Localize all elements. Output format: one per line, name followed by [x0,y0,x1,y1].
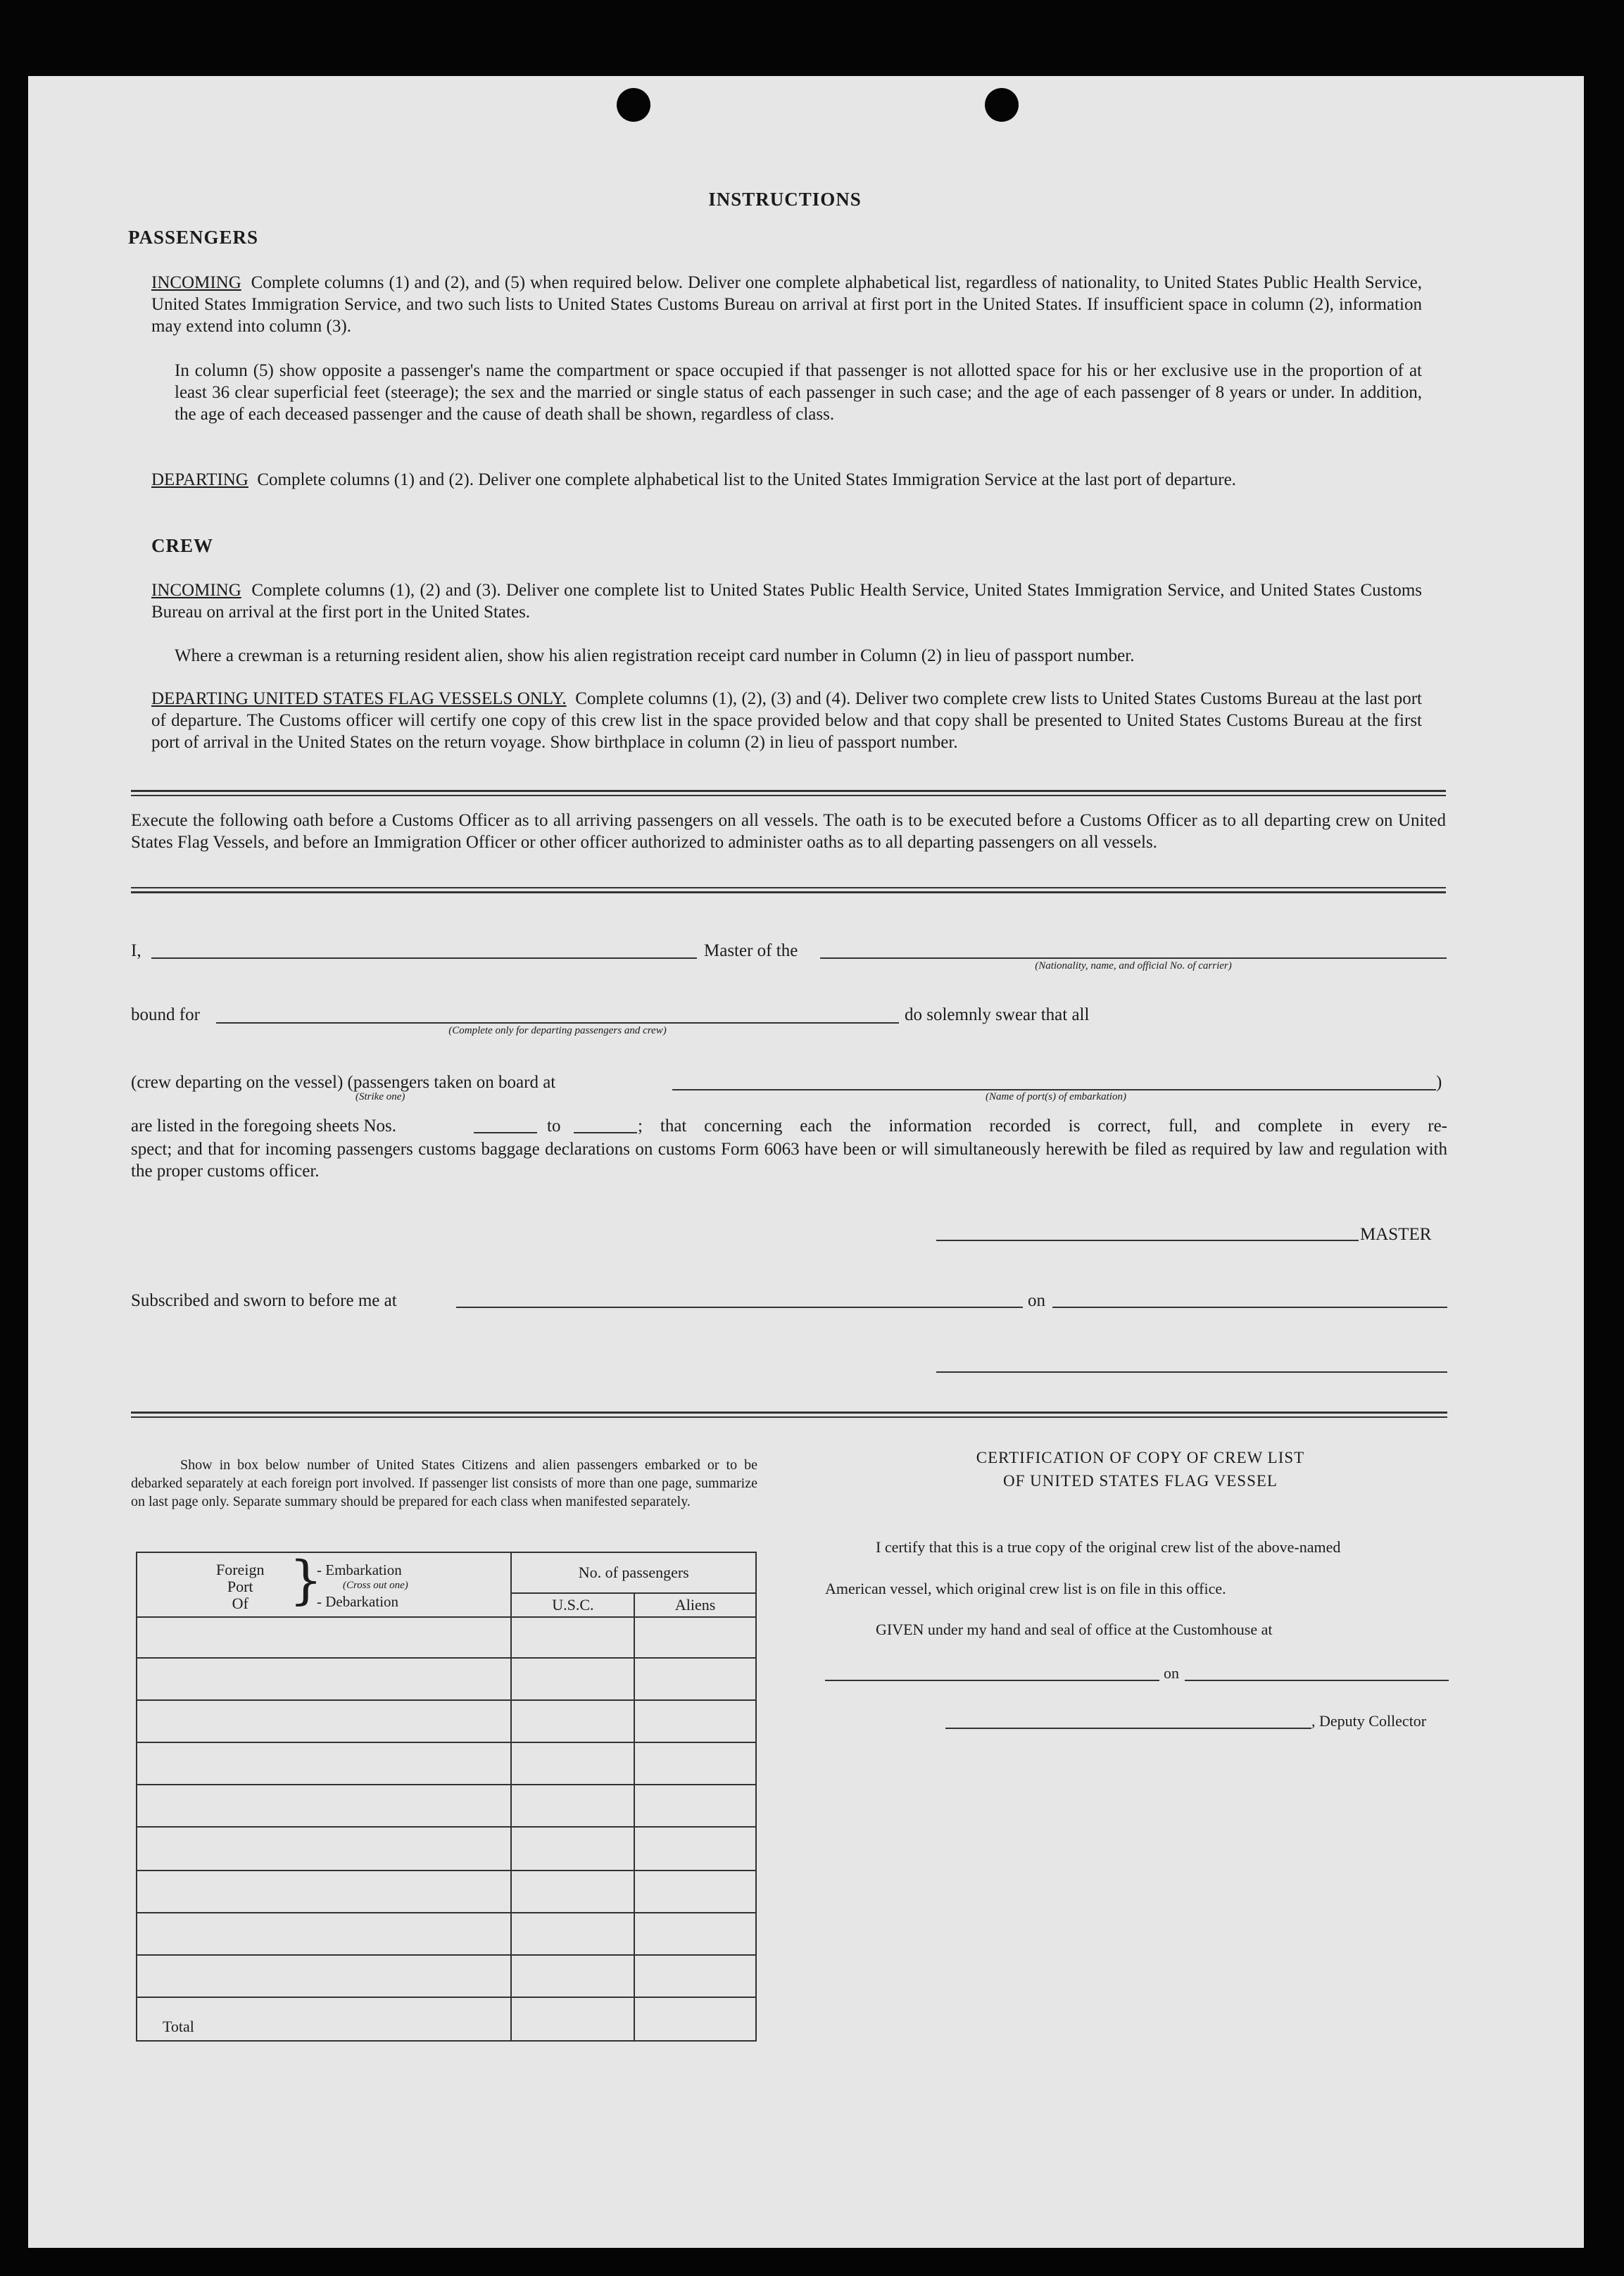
oath-i-label: I, [131,941,141,960]
aliens-cell[interactable] [634,1785,756,1827]
port-cell[interactable] [137,1913,511,1955]
carrier-field[interactable] [820,957,1447,959]
brace-glyph: } [289,1550,323,1611]
port-cell[interactable] [137,1785,511,1827]
sheet-to-field[interactable] [574,1132,637,1133]
crew-departing-paragraph [151,688,1422,753]
certify-line1: I certify that this is a true copy of the original crew list of the above-named [876,1538,1341,1556]
usc-cell[interactable] [511,1871,634,1913]
master-signature-field[interactable] [936,1240,1359,1241]
passengers-heading: PASSENGERS [128,227,259,248]
cert-date-field[interactable] [1185,1680,1449,1681]
aliens-cell[interactable] [634,1871,756,1913]
passengers-departing-paragraph [151,469,1422,491]
cert-on-label: on [1164,1664,1179,1682]
sworn-date-field[interactable] [1052,1307,1447,1308]
aliens-total-cell[interactable] [634,1997,756,2041]
aliens-cell[interactable] [634,1700,756,1742]
embarkation-field[interactable] [672,1089,1436,1090]
summary-note: Show in box below number of United States Citizens and alien passengers embarked or to be debarked separately at each foreign port involved. If passenger list consists of more than one page, summarize on last page only. Separate summary should be prepared for each class when manifested separately. [131,1457,757,1509]
usc-cell[interactable] [511,1658,634,1700]
oath-bound-for: bound for [131,1005,200,1024]
embarkation-label: - Embarkation [317,1561,402,1578]
oath-listed-a: are listed in the foregoing sheets Nos. [131,1117,396,1136]
passengers-incoming-paragraph [151,272,1422,337]
usc-total-cell[interactable] [511,1997,634,2041]
port-cell[interactable] [137,1742,511,1785]
separator-rule [131,887,1446,888]
usc-cell[interactable] [511,1785,634,1827]
aliens-cell[interactable] [634,1658,756,1700]
total-label-cell [137,1997,511,2041]
port-cell[interactable] [137,1700,511,1742]
crew-departing-text: Complete columns (1), (2), (3) and (4). Deliver two complete crew lists to United States Customs Bureau at the last port of departure. The Customs officer will certify one copy of this crew list in the space provided below and that copy shall be presented to United States Customs Bureau at the first port of arrival in the United States on the return voyage. Show birthplace in column (2) in lieu of passport number. [151,689,1422,752]
usc-cell[interactable] [511,1742,634,1785]
customhouse-field[interactable] [825,1680,1159,1681]
aliens-cell[interactable] [634,1617,756,1658]
aliens-cell[interactable] [634,1827,756,1871]
passengers-departing-label: DEPARTING [151,470,248,489]
passengers-column5-text: In column (5) show opposite a passenger's name the compartment or space occupied if that passenger is not allotted space for his or her exclusive use in the proportion of at least 36 clear superficial feet (steerage); the sex and the married or single status of each passenger in such case; and the age of each passenger of 8 years or under. In addition, the age of each deceased passenger and the cause of death shall be shown, regardless of class. [175,361,1422,424]
passengers-incoming-text: Complete columns (1) and (2), and (5) when required below. Deliver one complete alphabetical list, regardless of nationality, to United States Public Health Service, United States Immigration Service, and two such lists to United States Customs Bureau on arrival at first port in the United States. If insufficient space in column (2), information may extend into column (3). [151,273,1423,336]
oath-intro: Execute the following oath before a Customs Officer as to all arriving passengers on all vessels. The oath is to be executed before a Customs Officer as to all departing crew on United States Flag Vessels, and before an Immigration Officer or other officer authorized to administer oaths as to all departing passengers on all vessels. [131,811,1446,852]
punch-hole-right [985,88,1019,122]
aliens-cell[interactable] [634,1913,756,1955]
oath-listed-b: ; that concerning each the information recorded is correct, full, and complete in every re- [638,1117,1447,1136]
cross-out-label: (Cross out one) [343,1580,408,1591]
port-cell[interactable] [137,1658,511,1700]
crew-departing-label: DEPARTING UNITED STATES FLAG VESSELS ONLY. [151,689,567,708]
debarkation-label: - Debarkation [317,1593,399,1610]
usc-cell[interactable] [511,1617,634,1658]
bound-for-field[interactable] [216,1022,899,1024]
punch-hole-left [617,88,650,122]
master-label: MASTER [1360,1225,1432,1244]
usc-cell[interactable] [511,1827,634,1871]
aliens-header: Aliens [634,1593,756,1617]
total-label: Total [163,2018,194,2035]
sworn-place-field[interactable] [456,1307,1023,1308]
oath-subscribed: Subscribed and sworn to before me at [131,1291,397,1310]
master-name-field[interactable] [151,957,697,959]
bound-for-caption: (Complete only for departing passengers and crew) [448,1025,667,1036]
certification-title-line: OF UNITED STATES FLAG VESSEL [1003,1472,1278,1490]
embarkation-caption: (Name of port(s) of embarkation) [986,1091,1126,1102]
oath-listed-c: spect; and that for incoming passengers customs baggage declarations on customs Form 6063 have been or will simultaneously herewith be filed as required by law and regulation with the proper customs officer. [131,1140,1447,1181]
port-cell[interactable] [137,1617,511,1658]
no-passengers-header: No. of passengers [511,1552,756,1593]
foreign-port-word: Port [227,1578,253,1595]
carrier-caption: (Nationality, name, and official No. of carrier) [1035,960,1232,972]
certification-title [824,1446,1457,1492]
strike-one-caption: (Strike one) [355,1091,405,1102]
port-cell[interactable] [137,1871,511,1913]
certify-line2: American vessel, which original crew list is on file in this office. [825,1580,1226,1597]
aliens-cell[interactable] [634,1955,756,1997]
instructions-title: INSTRUCTIONS [708,189,862,210]
given-text: GIVEN under my hand and seal of office at the Customhouse at [876,1621,1273,1638]
passengers-departing-text: Complete columns (1) and (2). Deliver one complete alphabetical list to the United States Immigration Service at the last port of departure. [257,470,1236,489]
oath-listed-to: to [547,1117,561,1136]
deputy-signature-field[interactable] [945,1728,1311,1729]
foreign-port-header [137,1552,511,1617]
separator-rule [131,891,1446,893]
foreign-port-word: Foreign [216,1561,265,1578]
oath-swear: do solemnly swear that all [905,1005,1090,1024]
usc-cell[interactable] [511,1700,634,1742]
separator-rule [131,795,1446,796]
separator-rule [131,1412,1447,1414]
passenger-summary-table [136,1552,757,2042]
usc-header: U.S.C. [511,1593,634,1617]
separator-rule [131,790,1446,792]
officer-signature-field[interactable] [936,1371,1447,1373]
oath-on-label: on [1028,1291,1045,1310]
separator-rule [131,1416,1447,1418]
usc-cell[interactable] [511,1955,634,1997]
port-cell[interactable] [137,1955,511,1997]
oath-crew-departing: (crew departing on the vessel) (passengers taken on board at [131,1073,556,1092]
oath-master-of: Master of the [704,941,798,960]
crew-incoming-paragraph [151,579,1422,623]
passengers-incoming-label: INCOMING [151,273,241,292]
foreign-port-word: Of [232,1595,248,1612]
deputy-collector-label: , Deputy Collector [1311,1712,1427,1730]
port-cell[interactable] [137,1827,511,1871]
usc-cell[interactable] [511,1913,634,1955]
aliens-cell[interactable] [634,1742,756,1785]
sheet-from-field[interactable] [474,1132,537,1133]
crew-resident-text: Where a crewman is a returning resident alien, show his alien registration receipt card number in Column (2) in lieu of passport number. [175,646,1135,665]
close-paren: ) [1436,1073,1442,1092]
crew-incoming-text: Complete columns (1), (2) and (3). Deliver one complete list to United States Public Health Service, United States Immigration Service, and United States Customs Bureau on arrival at the first port in the United States. [151,581,1423,622]
crew-heading: CREW [151,535,214,556]
certification-title-line: CERTIFICATION OF COPY OF CREW LIST [976,1449,1305,1466]
crew-incoming-label: INCOMING [151,581,241,600]
